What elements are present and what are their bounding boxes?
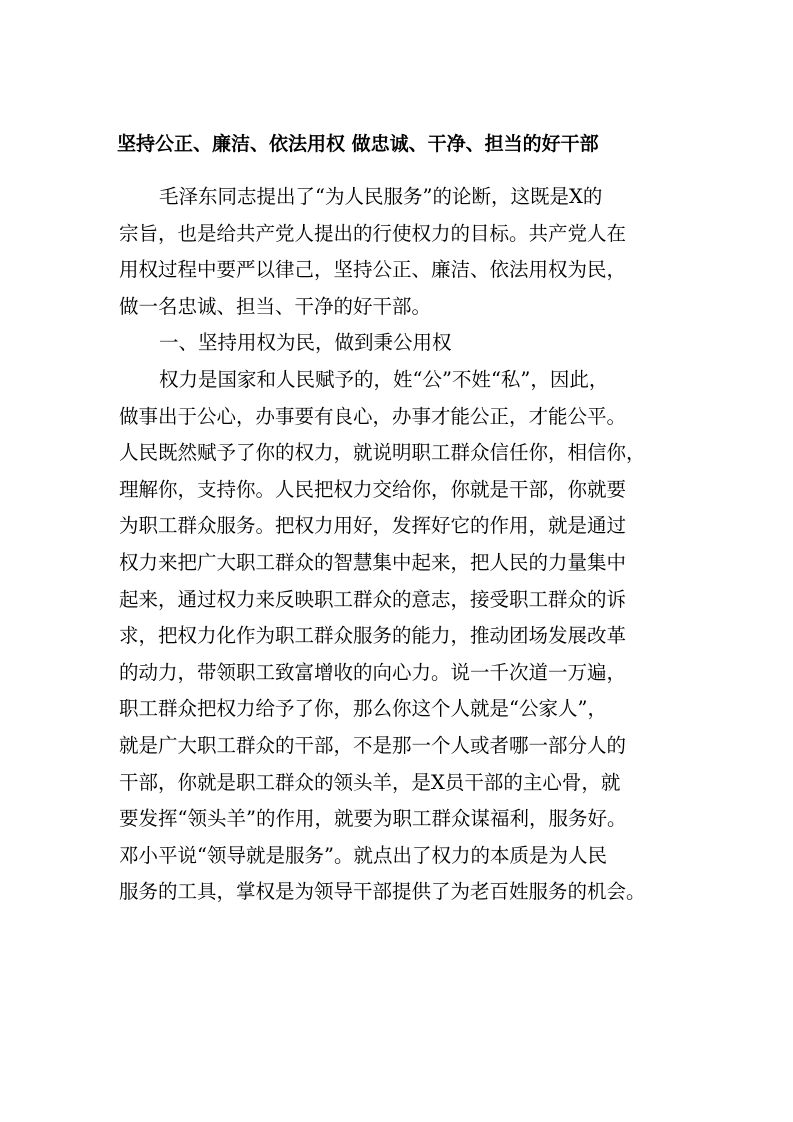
paragraph-line: 要发挥“领头羊”的作用，就要为职工群众谋福利，服务好。 (119, 807, 627, 831)
paragraph-line: 为职工群众服务。把权力用好，发挥好它的作用，就是通过 (119, 514, 627, 538)
paragraph-line: 起来，通过权力来反映职工群众的意志，接受职工群众的诉 (119, 587, 627, 611)
paragraph-line: 职工群众把权力给予了你，那么你这个人就是“公家人”， (119, 697, 607, 721)
paragraph-line: 做一名忠诚、担当、干净的好干部。 (119, 294, 432, 318)
paragraph-line: 用权过程中要严以律己，坚持公正、廉洁、依法用权为民， (119, 258, 627, 282)
paragraph-line: 求，把权力化作为职工群众服务的能力，推动团场发展改革 (119, 624, 627, 648)
document-title: 坚持公正、廉洁、依法用权 做忠诚、干净、担当的好干部 (117, 133, 599, 155)
paragraph-line: 邓小平说“领导就是服务”。就点出了权力的本质是为人民 (119, 843, 607, 867)
paragraph-line: 就是广大职工群众的干部，不是那一个人或者哪一部分人的 (119, 733, 627, 757)
section-heading: 一、坚持用权为民，做到秉公用权 (159, 331, 452, 355)
paragraph-line: 人民既然赋予了你的权力，就说明职工群众信任你，相信你， (119, 441, 646, 465)
paragraph-line: 权力是国家和人民赋予的，姓“公”不姓“私”，因此， (159, 367, 609, 391)
paragraph-line: 宗旨，也是给共产党人提出的行使权力的目标。共产党人在 (119, 221, 627, 245)
paragraph-line: 毛泽东同志提出了“为人民服务”的论断，这既是X的 (159, 185, 603, 208)
paragraph-line: 服务的工具，掌权是为领导干部提供了为老百姓服务的机会。 (119, 880, 646, 904)
paragraph-line: 的动力，带领职工致富增收的向心力。说一千次道一万遍， (119, 660, 627, 684)
paragraph-line: 理解你，支持你。人民把权力交给你，你就是干部，你就要 (119, 477, 627, 501)
document-body (119, 179, 699, 911)
paragraph-line: 权力来把广大职工群众的智慧集中起来，把人民的力量集中 (119, 550, 627, 574)
paragraph-line: 干部，你就是职工群众的领头羊，是X员干部的主心骨，就 (119, 770, 621, 794)
paragraph-line: 做事出于公心，办事要有良心，办事才能公正，才能公平。 (119, 404, 627, 428)
